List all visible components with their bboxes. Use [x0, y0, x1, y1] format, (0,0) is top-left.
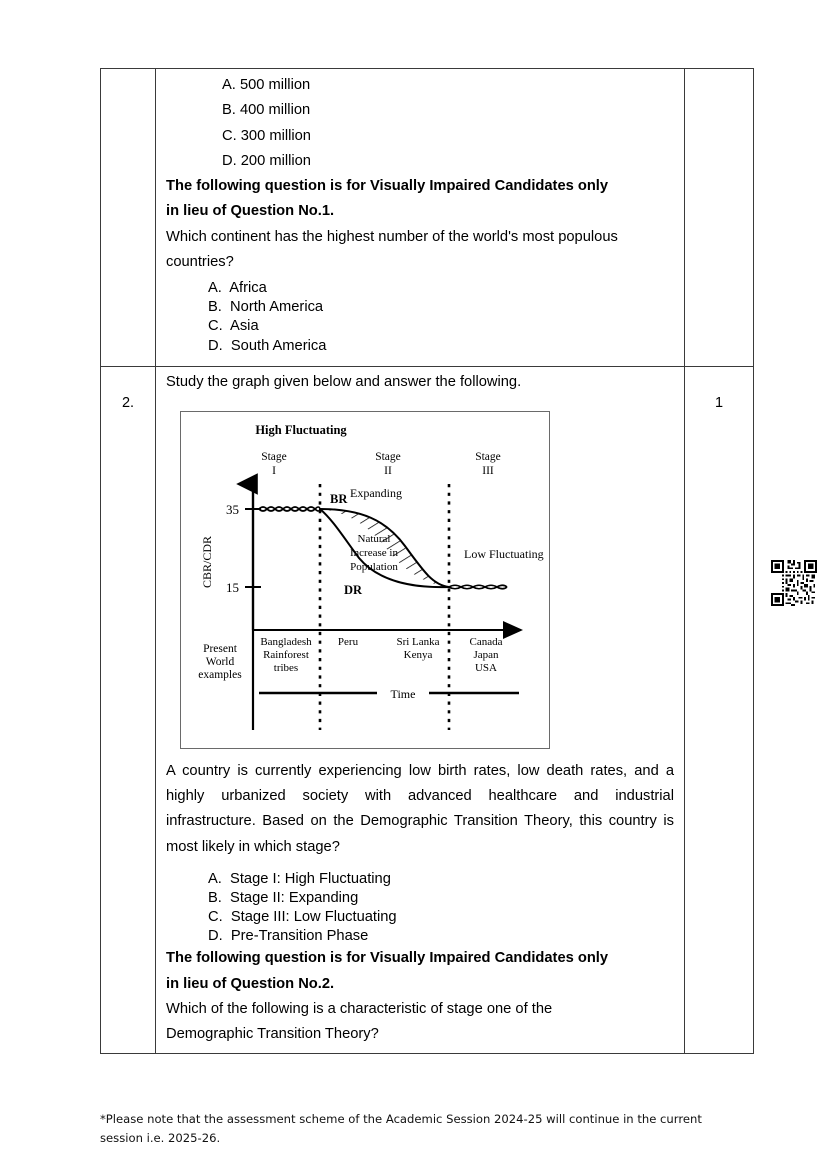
br-label: BR: [330, 491, 348, 506]
visually-impaired-note-line1: The following question is for Visually Impaired Candidates only: [166, 950, 609, 967]
stage-1-numeral: I: [272, 464, 276, 477]
figure-container: [180, 411, 674, 749]
dr-label: DR: [344, 582, 363, 597]
option-item: A. Africa: [208, 280, 267, 297]
question-lead-text: Study the graph given below and answer the following.: [166, 373, 522, 390]
option-item: B. 400 million: [222, 102, 311, 119]
question-number: 2.: [121, 394, 135, 411]
low-fluctuating-label: Low Fluctuating: [464, 546, 544, 561]
option-item: A. 500 million: [222, 77, 311, 93]
marks-cell: [685, 366, 754, 1054]
examples-label-line1: Present: [203, 642, 237, 655]
stage-2-header: Stage: [375, 450, 401, 463]
stage-1-header: Stage: [261, 450, 287, 463]
visually-impaired-question-line1: Which of the following is a characteristic of stage one of the: [166, 1000, 553, 1017]
example-stage2-late-b: Kenya: [403, 648, 433, 661]
option-item: B. North America: [208, 299, 324, 316]
marks-value: 1: [714, 394, 724, 411]
examples-label-line3: examples: [198, 668, 242, 681]
question-number-cell: [101, 69, 156, 367]
stage-3-numeral: III: [482, 464, 494, 477]
visually-impaired-question: Which continent has the highest number of the world's most populous countries?: [166, 228, 618, 270]
marks-value: [685, 69, 753, 95]
example-stage1-c: tribes: [273, 661, 299, 674]
option-item: C. Stage III: Low Fluctuating: [208, 909, 397, 926]
option-item: D. South America: [208, 337, 327, 354]
examples-label-line2: World: [205, 655, 235, 668]
marks-cell: [685, 69, 754, 367]
visually-impaired-question-line2: Demographic Transition Theory?: [166, 1026, 379, 1043]
example-stage2-early: Peru: [337, 635, 359, 648]
visually-impaired-options: [166, 279, 674, 355]
natural-increase-line3: Population: [350, 560, 398, 573]
qr-code-svg: [771, 560, 817, 606]
chart-top-label: High Fluctuating: [255, 422, 347, 437]
question-number-cell: [101, 366, 156, 1054]
example-stage3-c: USA: [474, 661, 498, 674]
question-body-cell: [156, 69, 685, 367]
stage-2-numeral: II: [384, 464, 392, 477]
example-stage3-b: Japan: [473, 648, 499, 661]
expanding-label: Expanding: [350, 485, 402, 500]
stage-3-header: Stage: [475, 450, 501, 463]
question-options: [166, 870, 674, 946]
question-table: [100, 68, 754, 1054]
option-item: C. 300 million: [222, 127, 311, 144]
qr-code: [771, 560, 817, 606]
y-tick-label-15: 15: [226, 579, 239, 595]
example-stage3-a: Canada: [469, 635, 503, 648]
example-stage2-late-a: Sri Lanka: [396, 635, 440, 648]
table-row: [101, 69, 754, 367]
demographic-transition-chart: [180, 411, 550, 749]
time-axis-label: Time: [390, 686, 416, 701]
example-stage1-b: Rainforest: [263, 648, 309, 661]
chart-svg: [181, 412, 547, 746]
table-row: [101, 366, 754, 1054]
example-stage1-a: Bangladesh: [260, 635, 312, 648]
visually-impaired-note-line2: in lieu of Question No.1.: [166, 203, 335, 220]
visually-impaired-note-line2: in lieu of Question No.2.: [166, 975, 335, 992]
option-item: D. Pre-Transition Phase: [208, 928, 369, 945]
option-item: B. Stage II: Expanding: [208, 889, 359, 906]
y-axis-title: CBR/CDR: [200, 535, 214, 588]
option-item: D. 200 million: [222, 152, 311, 169]
option-item: C. Asia: [208, 318, 259, 335]
question-number: [101, 69, 155, 95]
footnote: *Please note that the assessment scheme of the Academic Session 2024-25 will continue in the current session i.e. 2025-26.: [100, 1112, 702, 1145]
option-item: A. Stage I: High Fluctuating: [208, 870, 391, 887]
scenario-text: A country is currently experiencing low birth rates, low death rates, and a highly urbanized society with advanced healthcare and industrial infrastructure. Based on the Demographic Transition Theory, this country is most likely in which stage?: [166, 762, 674, 855]
visually-impaired-note-line1: The following question is for Visually Impaired Candidates only: [166, 178, 609, 195]
natural-increase-line1: Natural: [357, 532, 391, 545]
question-body-cell: [156, 366, 685, 1054]
natural-increase-line2: Increase in: [350, 546, 398, 559]
y-tick-label-35: 35: [226, 501, 239, 517]
